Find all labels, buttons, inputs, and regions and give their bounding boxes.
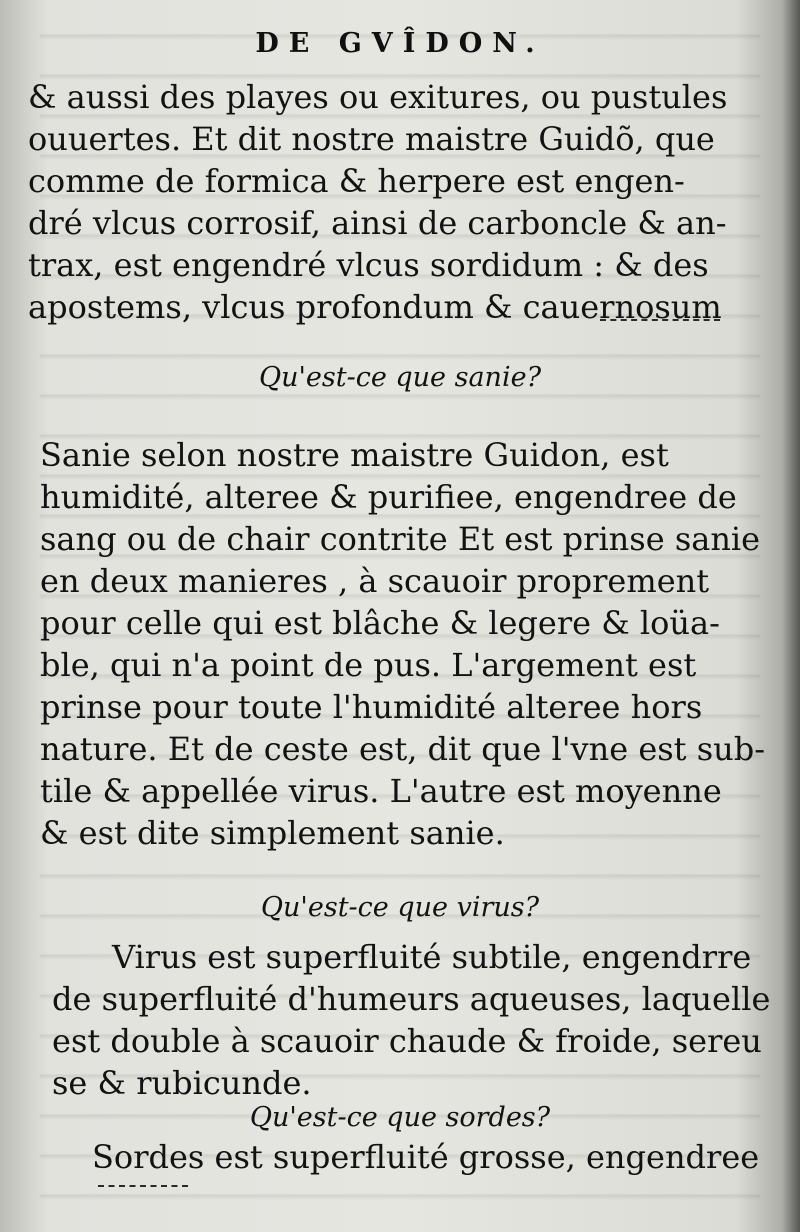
paragraph-1 [28,76,768,328]
text-line: & est dite simplement sanie. [40,814,505,852]
underline-mark [98,1184,188,1187]
text-line: Sordes est superfluité grosse, engendree [92,1138,760,1176]
text-line: apostems, vlcus profondum & cauernosum [28,288,722,326]
text-line: dré vlcus corrosif, ainsi de carboncle & an- [28,204,727,242]
text-line: pour celle qui est blâche & legere & loüa- [40,604,720,642]
paragraph-4 [92,1136,800,1178]
text-line: se & rubicunde. [52,1064,312,1102]
underline-mark [600,318,720,321]
section-heading-sordes: Qu'est-ce que sordes? [249,1102,551,1133]
paragraph-3 [52,936,792,1104]
text-line: Sanie selon nostre maistre Guidon, est [40,436,669,474]
text-line: sang ou de chair contrite Et est prinse sanie [40,520,761,558]
text-line: trax, est engendré vlcus sordidum : & des [28,246,709,284]
section-heading-sanie: Qu'est-ce que sanie? [258,362,542,393]
text-line: est double à scauoir chaude & froide, sereu [52,1022,762,1060]
text-line: comme de formica & herpere est engen- [28,162,685,200]
text-line: nature. Et de ceste est, dit que l'vne est sub- [40,730,766,768]
section-heading-virus: Qu'est-ce que virus? [260,892,540,923]
text-line: de superfluité d'humeurs aqueuses, laquelle [52,980,771,1018]
text-line: ble, qui n'a point de pus. L'argement est [40,646,697,684]
text-line: en deux manieres , à scauoir proprement [40,562,710,600]
text-line: tile & appellée virus. L'autre est moyenne [40,772,722,810]
text-line: ouuertes. Et dit nostre maistre Guidõ, que [28,120,715,158]
text-line: Virus est superfluité subtile, engendrre [112,938,752,976]
paragraph-2 [40,434,780,854]
running-head: DE GVÎDON. [255,28,545,59]
text-line: humidité, alteree & purifiee, engendree de [40,478,737,516]
text-line: & aussi des playes ou exitures, ou pustules [28,78,728,116]
text-line: prinse pour toute l'humidité alteree hors [40,688,703,726]
